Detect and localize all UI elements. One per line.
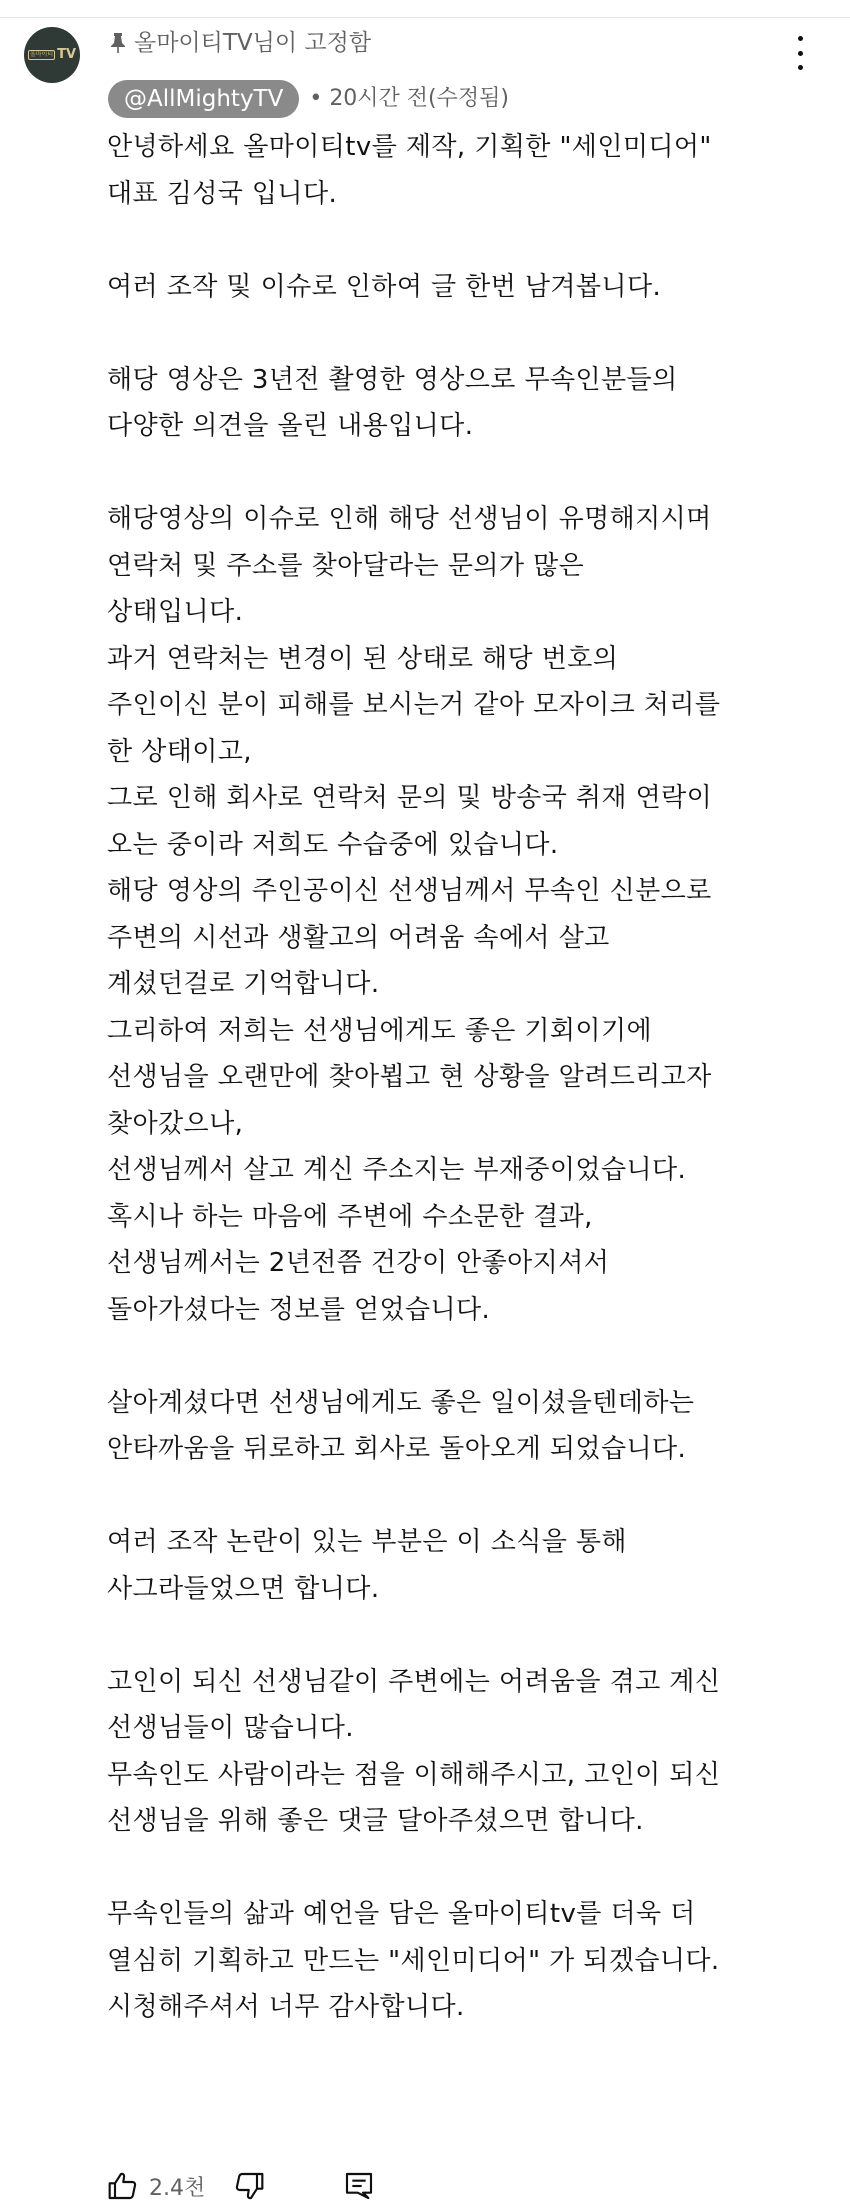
comment-paragraph: 살아계셨다면 선생님에게도 좋은 일이셨을텐데하는 안타까움을 뒤로하고 회사로 돌아오게 되었습니다. <box>107 1387 695 1464</box>
comment-paragraph: 고인이 되신 선생님같이 주변에는 어려움을 겪고 계신 선생님들이 많습니다. 무속인도 사람이라는 점을 이해해주시고, 고인이 되신 선생님을 위해 좋은 댓글 달아주셨으면 합니다. <box>107 1666 721 1836</box>
pinned-label: 올마이티TV님이 고정함 <box>134 30 372 56</box>
channel-avatar[interactable] <box>24 27 80 83</box>
avatar-logo-tv-text: TV <box>57 47 77 62</box>
top-divider <box>0 0 850 18</box>
comment-timestamp[interactable]: • 20시간 전(수정됨) <box>309 86 509 111</box>
comment-paragraph: 여러 조작 논란이 있는 부분은 이 소식을 통해 사그라들었으면 합니다. <box>107 1527 627 1604</box>
comment-paragraph: 안녕하세요 올마이티tv를 제작, 기획한 "세인미디어" 대표 김성국 입니다. <box>107 132 712 209</box>
comment-meta <box>108 80 509 118</box>
comment-paragraph: 해당영상의 이슈로 인해 해당 선생님이 유명해지시며 연락처 및 주소를 찾아달라는 문의가 많은 상태입니다. 과거 연락처는 변경이 된 상태로 해당 번호의 주인이신 분이 피해를 보시는거 같아 모자이크 처리를 한 상태이고, 그로 인해 회사로 연락처 문의 및 방송국 취재 연락이 오는 중이라 저희도 수습중에 있습니다. 해당 영상의 주인공이신 선생님께서 무속인 신분으로 주변의 시선과 생활고의 어려움 속에서 살고 계셨던걸로 기억합니다. 그리하여 저희는 선생님에게도 좋은 기회이기에 선생님을 오랜만에 찾아뵙고 현 상황을 알려드리고자 찾아갔으나, 선생님께서 살고 계신 주소지는 부재중이었습니다. 혹시나 하는 마음에 주변에 수소문한 결과, 선생님께서는 2년전쯤 건강이 안좋아지셔서 돌아가셨다는 정보를 얻었습니다. <box>107 504 721 1325</box>
dislike-button[interactable] <box>233 2170 265 2202</box>
avatar-logo <box>28 48 76 62</box>
comment-body <box>107 124 827 2031</box>
reply-button[interactable] <box>343 2170 375 2202</box>
more-dot <box>798 65 803 70</box>
comment-paragraph: 여러 조작 및 이슈로 인하여 글 한번 남겨봅니다. <box>107 271 662 302</box>
more-vertical-icon[interactable] <box>790 36 810 70</box>
thumb-down-icon <box>233 2170 265 2202</box>
avatar-logo-small-text: 올마이티 <box>29 51 54 58</box>
comment-actions <box>107 2166 375 2206</box>
more-dot <box>798 51 803 56</box>
author-handle[interactable]: @AllMightyTV <box>108 80 299 118</box>
thumb-up-icon <box>107 2170 139 2202</box>
reply-comment-icon <box>343 2170 375 2202</box>
like-button[interactable] <box>107 2170 233 2202</box>
pin-icon <box>110 32 126 54</box>
like-count: 2.4천 <box>149 2175 206 2201</box>
more-dot <box>798 36 803 41</box>
pinned-indicator <box>110 28 371 58</box>
comment-paragraph: 무속인들의 삶과 예언을 담은 올마이티tv를 더욱 더 열심히 기획하고 만드는 "세인미디어" 가 되겠습니다. 시청해주셔서 너무 감사합니다. <box>107 1899 720 2022</box>
comment-paragraph: 해당 영상은 3년전 촬영한 영상으로 무속인분들의 다양한 의견을 올린 내용입니다. <box>107 364 678 441</box>
